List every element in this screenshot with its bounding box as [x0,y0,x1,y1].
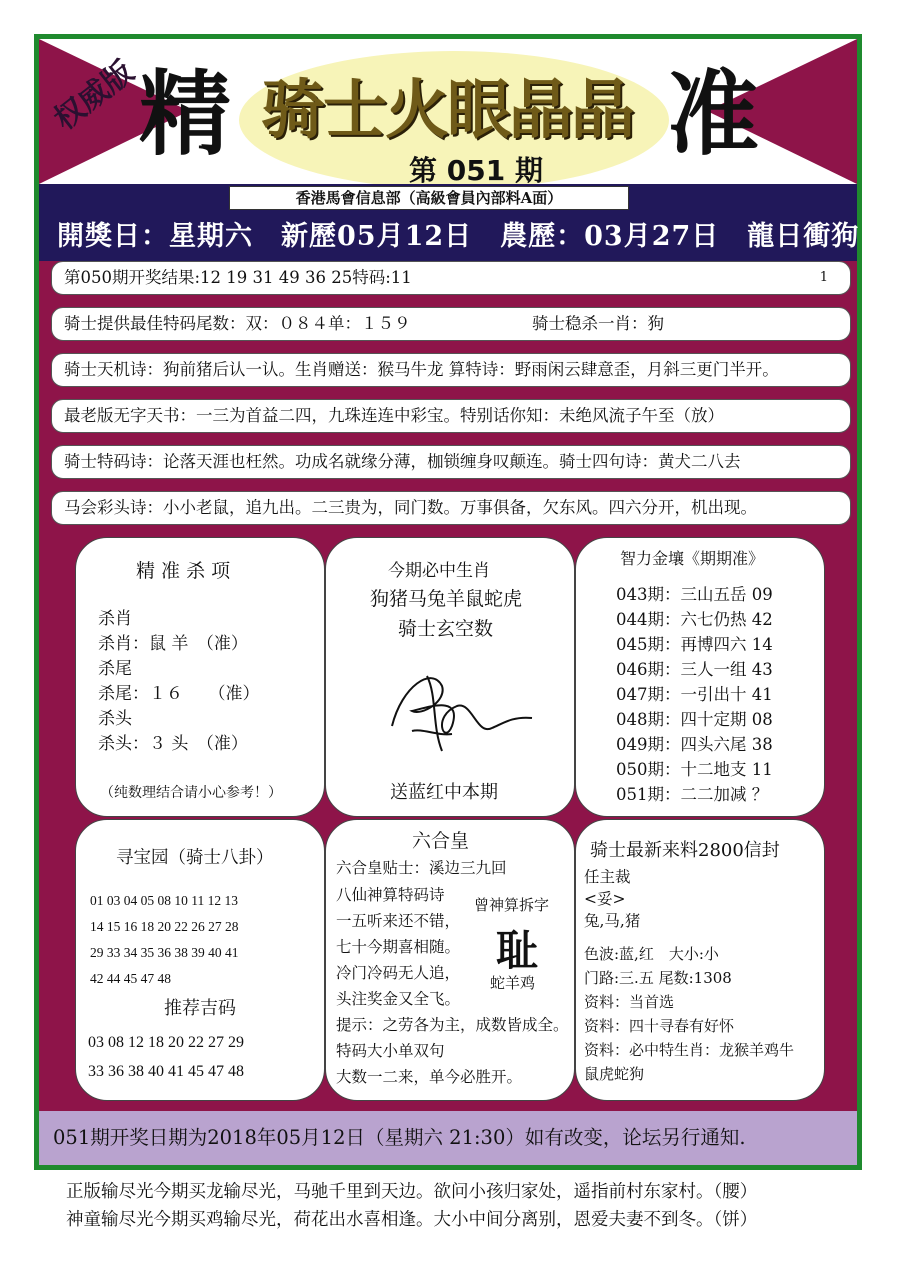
wisdom-item: 043期：三山五岳 09 [616,585,773,604]
kill-line-2: 杀肖：鼠 羊 （准） [98,634,248,654]
row-oracle-poem [51,353,851,387]
latest-line: 资料：必中特生肖：龙猴羊鸡牛 [584,1041,795,1059]
draw-notice: 051期开奖日期为2018年05月12日（星期六 21:30）如有改变，论坛另行通知. [39,1111,857,1165]
must-title: 今期必中生肖 [388,561,490,581]
header [39,39,857,184]
oracle-poem-text: 骑士天机诗：狗前猪后认一认。生肖赠送：猴马牛龙 算特诗：野雨闲云肆意歪，月斜三更门半开。 [64,360,779,379]
jockey-club-poem-text: 马会彩头诗：小小老鼠，追九出。二三贵为，同门数。万事俱备，欠东风。四六分开，机出现。 [64,498,757,517]
signature-scribble [382,656,542,756]
row-last-result [51,261,851,295]
kill-line-1: 杀肖 [98,609,132,629]
row-jockey-club-poem [51,491,851,525]
kill-box [75,537,325,817]
wisdom-item: 046期：三人一组 43 [616,660,773,679]
wisdom-item: 048期：四十定期 08 [616,710,773,729]
treasure-line: 42 44 45 47 48 [90,971,171,986]
must-zodiac: 狗猪马兔羊鼠蛇虎 [370,588,523,610]
kill-note: （纯数理结合请小心参考！） [100,785,282,801]
treasure-box [75,819,325,1101]
latest-bottom [584,942,794,1086]
latest-line: 资料：四十寻春有好怀 [584,1017,735,1035]
liuhe-line: 大数一二来，单今必胜开。 [336,1068,523,1086]
lucky-title: 推荐吉码 [164,998,236,1019]
liuhe-sticker: 六合皇贴士：溪边三九回 [336,859,507,877]
left-big-char: 精 [139,61,232,168]
info-band [39,184,860,261]
liuhe-line: 特码大小单双句 [336,1042,445,1060]
source-label: 香港馬會信息部（高級會員內部料A面） [229,186,629,210]
latest-top [584,866,640,932]
liuhe-box [325,819,575,1101]
latest-line: 门路:三.五 尾数:1308 [584,969,732,987]
wisdom-item: 049期：四头六尾 38 [616,735,773,754]
kill-line-5: 杀头 [98,709,132,729]
latest-box [575,819,825,1101]
treasure-title: 寻宝园（骑士八卦） [116,848,274,868]
treasure-numbers [90,888,239,992]
last-result-text: 第050期开奖结果:12 19 31 49 36 25特码:11 [64,268,412,287]
latest-line: 任主裁 [584,868,631,886]
god-char: 耻 [496,926,539,975]
god-title: 曾神算拆字 [474,896,550,914]
wisdom-item: 050期：十二地支 11 [616,760,773,779]
wisdom-box [575,537,825,817]
wisdom-title: 智力金壤《期期准》 [620,549,765,568]
kill-one-zodiac: 骑士稳杀一肖：狗 [532,314,664,333]
kill-line-6: 杀头：３ 头 （准） [98,734,248,754]
kill-line-3: 杀尾 [98,659,132,679]
liuhe-title: 六合皇 [412,830,470,852]
lucky-line: 03 08 12 18 20 22 27 29 [88,1034,244,1051]
latest-title: 骑士最新来料2800信封 [590,840,780,861]
god-sub: 蛇羊鸡 [490,974,536,992]
wisdom-item: 047期：一引出十 41 [616,685,773,704]
draw-date: 開獎日：星期六 新歷05月12日 農歷：03月27日 龍日衝狗 [57,221,860,252]
row-special-poem [51,445,851,479]
latest-line: <妥> [584,890,626,908]
must-box [325,537,575,817]
latest-line: 鼠虎蛇狗 [584,1065,645,1083]
brand-title: 骑士火眼晶晶 [261,74,633,148]
authority-stamp: 权威版 [47,54,141,138]
kill-line-4: 杀尾：１６ （准） [98,684,260,704]
issue-number: 第 051 期 [409,154,543,184]
poem-line-1: 正版输尽光今期买龙输尽光，马驰千里到天边。欲问小孩归家处，遥指前村东家村。（腰） [66,1182,758,1202]
page-number: 1 [819,270,828,285]
wisdom-list [616,582,773,807]
tail-numbers-text: 骑士提供最佳特码尾数：双：０８４单：１５９ [64,314,411,333]
liuhe-line: 一五听来还不错， [336,912,461,930]
wisdom-item: 044期：六七仍热 42 [616,610,773,629]
wordless-book-text: 最老版无字天书：一三为首益二四，九珠连连中彩宝。特别话你知：未绝风流子午至（放） [64,406,724,425]
poem-line-2: 神童输尽光今期买鸡输尽光，荷花出水喜相逢。大小中间分离别，恩爱夫妻不到冬。（饼） [66,1210,758,1230]
liuhe-line: 七十今期喜相随。 [336,938,461,956]
kill-title: 精 准 杀 项 [136,560,231,582]
lucky-numbers [88,1028,244,1086]
row-tail-numbers [51,307,851,341]
treasure-line: 01 03 04 05 08 10 11 12 13 [90,893,238,908]
treasure-line: 14 15 16 18 20 22 26 27 28 [90,919,239,934]
row-wordless-book [51,399,851,433]
latest-line: 兔,马,猪 [584,912,641,930]
liuhe-line: 冷门冷码无人追， [336,964,461,982]
wisdom-item: 045期：再博四六 14 [616,635,773,654]
liuhe-line: 头注奖金又全飞。 [336,990,461,1008]
liuhe-line: 八仙神算特码诗 [336,886,445,904]
must-footer: 送蓝红中本期 [390,782,498,803]
wisdom-item: 051期：二二加减 ？ [616,785,769,804]
latest-line: 资料：当首选 [584,993,675,1011]
special-poem-text: 骑士特码诗：论落天涯也枉然。功成名就缘分薄，枷锁缠身叹颠连。骑士四句诗：黄犬二八去 [64,452,741,471]
lucky-line: 33 36 38 40 41 45 47 48 [88,1063,244,1080]
right-big-char: 准 [667,61,760,168]
liuhe-line: 提示：之劳各为主，成数皆成全。 [336,1016,569,1034]
treasure-line: 29 33 34 35 36 38 39 40 41 [90,945,239,960]
poster-frame [34,34,862,1170]
must-riddle: 骑士玄空数 [398,618,494,640]
latest-line: 色波:蓝,红 大小:小 [584,945,719,963]
